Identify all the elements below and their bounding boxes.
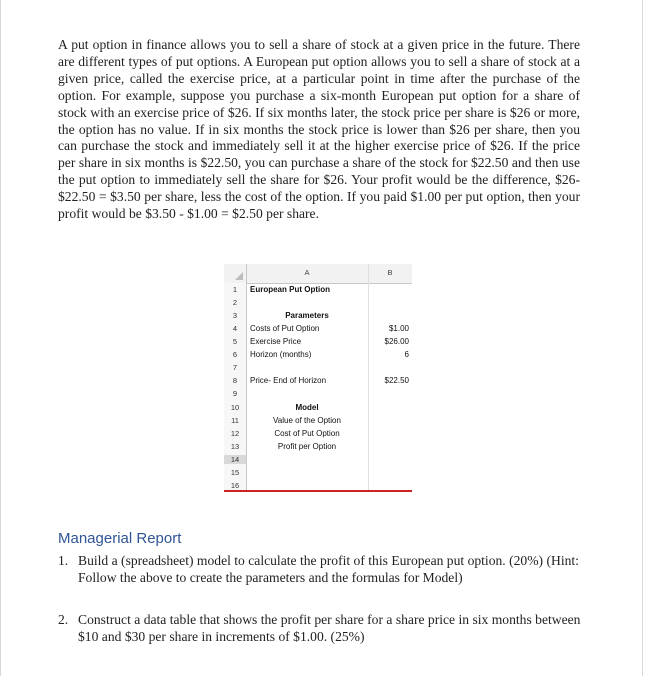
profit-per-option-label: Profit per Option (277, 442, 337, 451)
sheet-row (224, 480, 412, 492)
row-number: 10 (230, 403, 240, 412)
sheet-row (224, 297, 412, 310)
exercise-price-value: $26.00 (384, 337, 409, 346)
row-number: 14 (224, 455, 246, 464)
sheet-row (224, 415, 412, 428)
column-b-header: B (387, 268, 393, 277)
cost-of-put-label: Cost of Put Option (274, 429, 340, 438)
column-a-header: A (304, 268, 310, 277)
sheet-row (224, 375, 412, 388)
exercise-price-label: Exercise Price (250, 337, 302, 346)
task-2-number: 2. (58, 612, 69, 627)
horizon-label: Horizon (months) (250, 350, 312, 359)
task-1 (58, 553, 582, 587)
row-number: 13 (230, 442, 240, 451)
task-2-text: Construct a data table that shows the profit per share for a share price in six months between $10 and $30 per share in increments of $1.00. (25%) (78, 612, 581, 644)
managerial-report-title: Managerial Report (58, 530, 182, 547)
sheet-row (224, 310, 412, 323)
intro-paragraph: A put option in finance allows you to sell a share of stock at a given price in the future. There are different types of put options. A European put option allows you to sell a share of stock at a given price, called the exercise price, at a particular point in time after the purchase of the option. For example, suppose you purchase a six-month European put option for a share of stock with an exercise price of $26. If six months later, the stock price per share is $26 or more, the option has no value. If in six months the stock price is lower than $26 per share, then you can purchase the stock and immediately sell it at the higher exercise price of $26. If the price per share in six months is $22.50, you can purchase a share of the stock for $22.50 and then use the put option to immediately sell the share for $26. Your profit would be the difference, $26- $22.50 = $3.50 per share, less the cost of the option. If you paid $1.00 per put option, then your profit would be $3.50 - $1.00 = $2.50 per share. (58, 37, 580, 222)
sheet-row (224, 454, 412, 467)
row-number: 16 (230, 481, 240, 490)
row-number: 3 (232, 311, 238, 320)
price-end-value: $22.50 (384, 376, 409, 385)
select-all-corner (224, 264, 247, 283)
cost-of-option-label: Costs of Put Option (250, 324, 320, 333)
row-number: 6 (232, 350, 238, 359)
sheet-title-cell: European Put Option (250, 285, 330, 294)
sheet-row (224, 441, 412, 454)
sheet-row (224, 467, 412, 480)
price-end-label: Price- End of Horizon (250, 376, 327, 385)
row-number: 9 (232, 389, 238, 398)
task-2 (58, 612, 582, 646)
sheet-row (224, 402, 412, 415)
model-heading-cell: Model (295, 403, 319, 412)
task-1-number: 1. (58, 553, 69, 568)
sheet-row (224, 284, 412, 297)
sheet-row (224, 362, 412, 375)
row-number: 15 (230, 468, 240, 477)
value-of-option-label: Value of the Option (273, 416, 341, 425)
row-number: 7 (232, 363, 238, 372)
row-number: 12 (230, 429, 240, 438)
sheet-row (224, 388, 412, 401)
task-1-text: Build a (spreadsheet) model to calculate the profit of this European put option. (20%) (Hint: Follow the above to create the parameters and the formulas for Model) (78, 553, 579, 585)
row-number: 4 (232, 324, 238, 333)
row-number: 1 (232, 285, 238, 294)
row-number: 11 (231, 416, 239, 425)
sheet-row (224, 323, 412, 336)
row-number: 2 (232, 298, 238, 307)
sheet-row (224, 428, 412, 441)
row-number: 8 (232, 376, 238, 385)
row-number: 5 (232, 337, 238, 346)
sheet-row (224, 349, 412, 362)
horizon-value: 6 (404, 350, 409, 359)
cost-of-option-value: $1.00 (388, 324, 409, 333)
sheet-row (224, 336, 412, 349)
parameters-heading-cell: Parameters (285, 311, 329, 320)
spreadsheet-image (224, 264, 412, 492)
